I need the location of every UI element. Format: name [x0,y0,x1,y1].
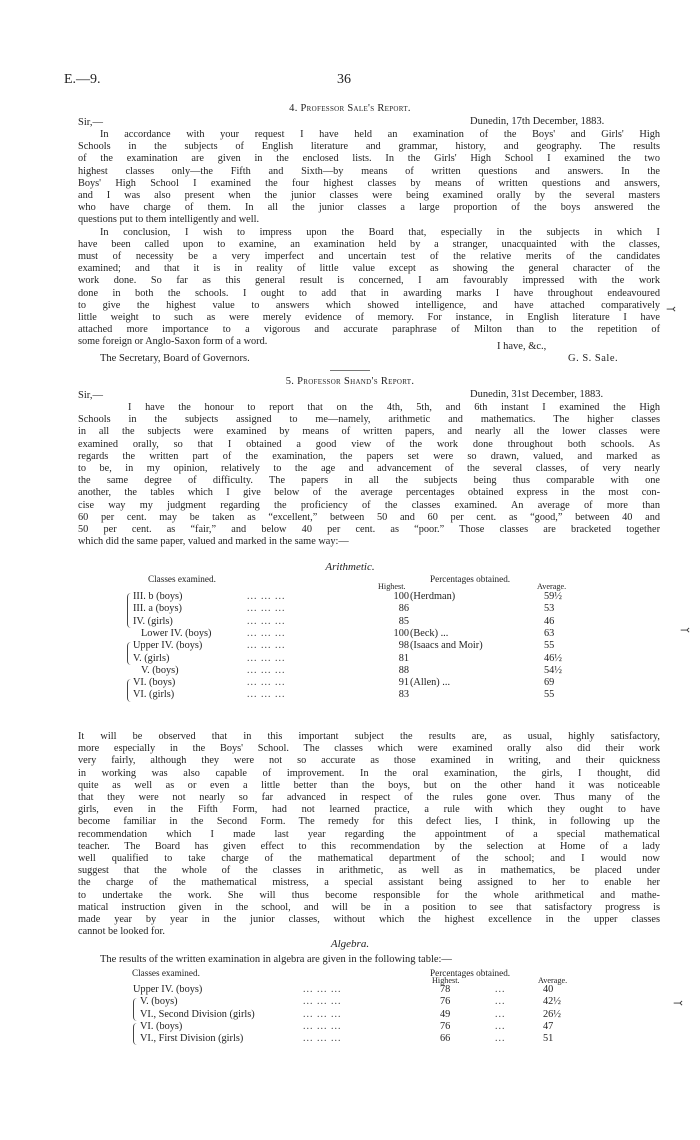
text-line: that they were not nearly so far advanced in respect of the rules gone over. Thus many of the [78,792,660,803]
text-line: matical instruction given in the school, and will be in a position to see that satisfactory progress is [78,901,660,913]
leader-dots: ... ... ... [247,640,286,652]
algebra-class: Upper IV. (boys) [133,984,203,995]
leader-dots: ... [495,1008,506,1020]
shand-report-title: 5. Professor Shand's Report. [285,376,415,387]
text-line: suggest that the whole of the classes in arithmetic, as well as in mathematics, be placed under [78,865,660,877]
algebra-highest: 49 [440,1008,451,1020]
text-line: to give the highest value to answers which showed intelligence, and have attached comparatively [78,299,660,311]
text-line: done in both the schools. I ought to add that in awarding marks I have throughout endeavoured [78,287,660,299]
leader-dots: ... [495,1033,506,1045]
algebra-average: 47 [543,1020,554,1032]
arithmetic-highest: 86 [398,603,409,615]
text-line: quite as well as or even a little better than the boys, but on the other hand it was noticeable [78,779,660,791]
arithmetic-col-highest: Highest. [378,582,406,591]
leader-dots: ... [495,984,506,995]
algebra-col-highest: Highest. [432,976,460,985]
section-divider [330,370,370,371]
arithmetic-class: VI. (boys) [133,677,176,689]
arithmetic-average: 69 [544,677,555,689]
algebra-class: VI., First Division (girls) [140,1033,244,1045]
algebra-class: VI., Second Division (girls) [140,1008,255,1020]
text-line: I have the honour to report that on the 4th, 5th, and 6th instant I examined the High [128,402,660,413]
margin-mark: ⤙ [680,623,691,637]
arithmetic-class: III. a (boys) [133,603,182,615]
arithmetic-average: 55 [544,640,555,652]
arithmetic-average: 63 [544,627,555,639]
arithmetic-average: 55 [544,689,555,701]
algebra-col-percent: Percentages obtained. [430,968,511,978]
text-line: the same degree of difficulty. The papers in all the subjects being thus comparable with one [78,475,660,487]
arithmetic-top-scorer: (Herdman) [410,591,456,602]
text-line: In conclusion, I wish to impress upon the Board that, especially in the subjects in which I [100,226,660,238]
text-line: Schools in the subjects assigned to me—namely, arithmetic and mathematics. The higher classes [78,414,660,426]
page-number: 36 [337,72,351,87]
leader-dots: ... ... ... [303,996,342,1008]
text-line: become familiar in the Second Form. The remedy for this defect lies, I think, in following up the [78,816,660,828]
arithmetic-class: VI. (girls) [133,689,175,701]
arithmetic-average: 46½ [544,652,563,664]
algebra-class: V. (boys) [140,996,178,1008]
algebra-caption: Algebra. [330,938,370,950]
shand-date: Dunedin, 31st December, 1883. [470,389,604,400]
algebra-average: 42½ [543,996,562,1008]
arithmetic-highest: 100 [393,627,409,639]
arithmetic-highest: 98 [398,640,409,652]
sale-closing: I have, &c., [497,341,547,352]
text-line: of the examination are given in the enclosed lists. In the Girls' High School I examined the two [78,153,660,165]
algebra-highest: 76 [440,1020,451,1032]
text-line: In accordance with your request I have held an examination of the Boys' and Girls' High [100,129,660,140]
algebra-highest: 66 [440,1033,451,1045]
bracket [127,593,132,628]
arithmetic-class: V. (boys) [141,664,179,676]
text-line: teacher. The Board has given effect to this recommendation by the selection at Home of a lady [78,840,660,852]
sale-signature: G. S. Sale. [568,353,619,364]
text-line: Schools in the subjects of English literature and grammar, history, and geography. The results [78,141,660,153]
text-line: cise way my judgment regarding the proficiency of the classes examined. An average of more than [78,499,660,511]
arithmetic-average: 59½ [544,591,563,602]
text-line: examined orally, so that I obtained a good view of the work done throughout both schools. As [78,438,660,450]
leader-dots: ... ... ... [303,1033,342,1045]
leader-dots: ... ... ... [247,677,286,689]
text-line: to undertake the work. She will thus become responsible for the whole arithmetical and mathe- [78,889,660,901]
arithmetic-average: 54½ [544,664,563,676]
text-line: cannot be looked for. [78,926,165,938]
margin-mark: ⤙ [666,302,677,316]
text-line: examined; and that it is in reality of little value except as showing the general character of the [78,263,660,275]
text-line: and I was also present when the junior classes were being examined orally by the several masters [78,190,660,201]
algebra-highest: 78 [440,984,451,995]
leader-dots: ... ... ... [303,1020,342,1032]
text-line: girls, even in the Fifth Form, had not learned practice, a rule with which they ought to have [78,804,660,816]
leader-dots: ... ... ... [247,652,286,664]
text-line: regards the written part of the examination, the papers set were so drawn, valued, and marked as [78,450,660,462]
arithmetic-average: 53 [544,603,555,615]
algebra-class: VI. (boys) [140,1020,183,1032]
text-line: work done. So far as this general result is concerned, I am favourably impressed with the work [78,275,660,287]
text-line: must of necessity be a very imperfect and uncertain test of the relative merits of the candidates [78,251,660,262]
sale-salutation: Sir,— [78,117,103,128]
bracket [127,679,132,702]
text-line: attached more importance to a vigorous and accurate paraphrase of Milton than to the repetition of [78,324,660,336]
leader-dots: ... [495,1020,506,1032]
text-line: in working was also capable of improvement. In the oral examination, the girls, I thought, did [78,767,660,779]
arithmetic-col-average: Average. [537,582,567,591]
text-line: which did the same paper, valued and marked in the same way:— [78,536,349,548]
text-line: more especially in the Boys' School. The classes which were examined orally also did their work [78,743,660,755]
text-line: 50 per cent. as “fair,” and below 40 per cent. as “poor.” Those classes are bracketed together [78,524,660,535]
text-line: little weight to such as were merely evidence of memory. For instance, in English literature I have [78,312,660,323]
arithmetic-highest: 83 [398,689,409,701]
arithmetic-average: 46 [544,615,555,627]
text-line: highest classes only—the Fifth and Sixth—by means of written questions and answers. In the [78,165,660,177]
arithmetic-col-percent: Percentages obtained. [430,574,511,584]
bracket [133,1023,138,1046]
algebra-average: 26½ [543,1008,562,1020]
arithmetic-top-scorer: (Allen) ... [410,677,451,689]
algebra-average: 51 [543,1033,554,1045]
text-line: made year by year in the junior classes, without which the highest excellence in the upper classes [78,914,660,925]
leader-dots: ... ... ... [247,591,286,602]
text-line: recommendation which I made last year regarding the appointment of a special mathematical [78,828,660,840]
text-line: some foreign or Anglo-Saxon form of a word. [78,336,268,348]
arithmetic-highest: 100 [393,591,409,602]
text-line: It will be observed that in this important subject the results are, as usual, highly satisfactory, [78,731,660,742]
arithmetic-highest: 91 [398,677,409,689]
text-line: the charge of the mathematical mistress, a special assistant being assigned to her to enable her [78,877,660,889]
arithmetic-highest: 88 [398,664,409,676]
text-line: very fairly, although they were not so accurate as those examined in writing, and their quickness [78,755,660,767]
text-line: questions put to them intelligently and well. [78,214,260,226]
arithmetic-class: IV. (girls) [133,615,173,627]
leader-dots: ... ... ... [247,627,286,639]
text-line: 60 per cent. may be taken as “excellent,” between 50 and 60 per cent. as “good,” between 40 and [78,511,660,523]
algebra-average: 40 [543,984,554,995]
text-line: to be, in my opinion, relatively to the age and advancement of the several classes, of very nearly [78,463,660,474]
text-line: in all the subjects were examined by means of written papers, and nearly all the lower classes were [78,426,660,438]
arithmetic-top-scorer: (Beck) ... [410,627,449,639]
sale-report-title: 4. Professor Sale's Report. [289,103,411,114]
text-line: well qualified to take charge of the mathematical department of the school; and I would now [78,853,660,864]
leader-dots: ... ... ... [247,664,286,676]
margin-mark: ⤙ [673,996,684,1010]
sale-date: Dunedin, 17th December, 1883. [470,116,605,127]
document-code: E.—9. [64,72,101,87]
text-line: have been called upon to examine, an examination held by a stranger, unacquainted with the classes, [78,238,660,250]
sale-addressee: The Secretary, Board of Governors. [100,353,250,364]
text-line: Boys' High School I examined the four highest classes by means of written questions and answers, [78,177,660,189]
arithmetic-highest: 81 [398,652,409,664]
algebra-col-average: Average. [538,976,568,985]
bracket [133,998,138,1021]
text-line: another, the tables which I give below of the average percentages obtained express in the most con- [78,487,660,499]
arithmetic-highest: 85 [398,615,409,627]
leader-dots: ... [495,996,506,1008]
arithmetic-col-classes: Classes examined. [148,574,216,584]
arithmetic-caption: Arithmetic. [325,561,375,573]
algebra-col-classes: Classes examined. [132,968,200,978]
leader-dots: ... ... ... [247,603,286,615]
arithmetic-class: V. (girls) [133,652,170,664]
leader-dots: ... ... ... [247,689,286,701]
arithmetic-top-scorer: (Isaacs and Moir) [410,640,483,652]
bracket [127,642,132,665]
leader-dots: ... ... ... [303,1008,342,1020]
leader-dots: ... ... ... [247,615,286,627]
arithmetic-class: Lower IV. (boys) [141,627,212,639]
algebra-highest: 76 [440,996,451,1008]
shand-salutation: Sir,— [78,390,103,401]
algebra-intro: The results of the written examination in algebra are given in the following table:— [100,954,452,965]
leader-dots: ... ... ... [303,984,342,995]
arithmetic-class: III. b (boys) [133,591,183,602]
arithmetic-class: Upper IV. (boys) [133,640,203,652]
text-line: who have charge of them. In all the junior classes a large proportion of the boys answered the [78,202,660,214]
